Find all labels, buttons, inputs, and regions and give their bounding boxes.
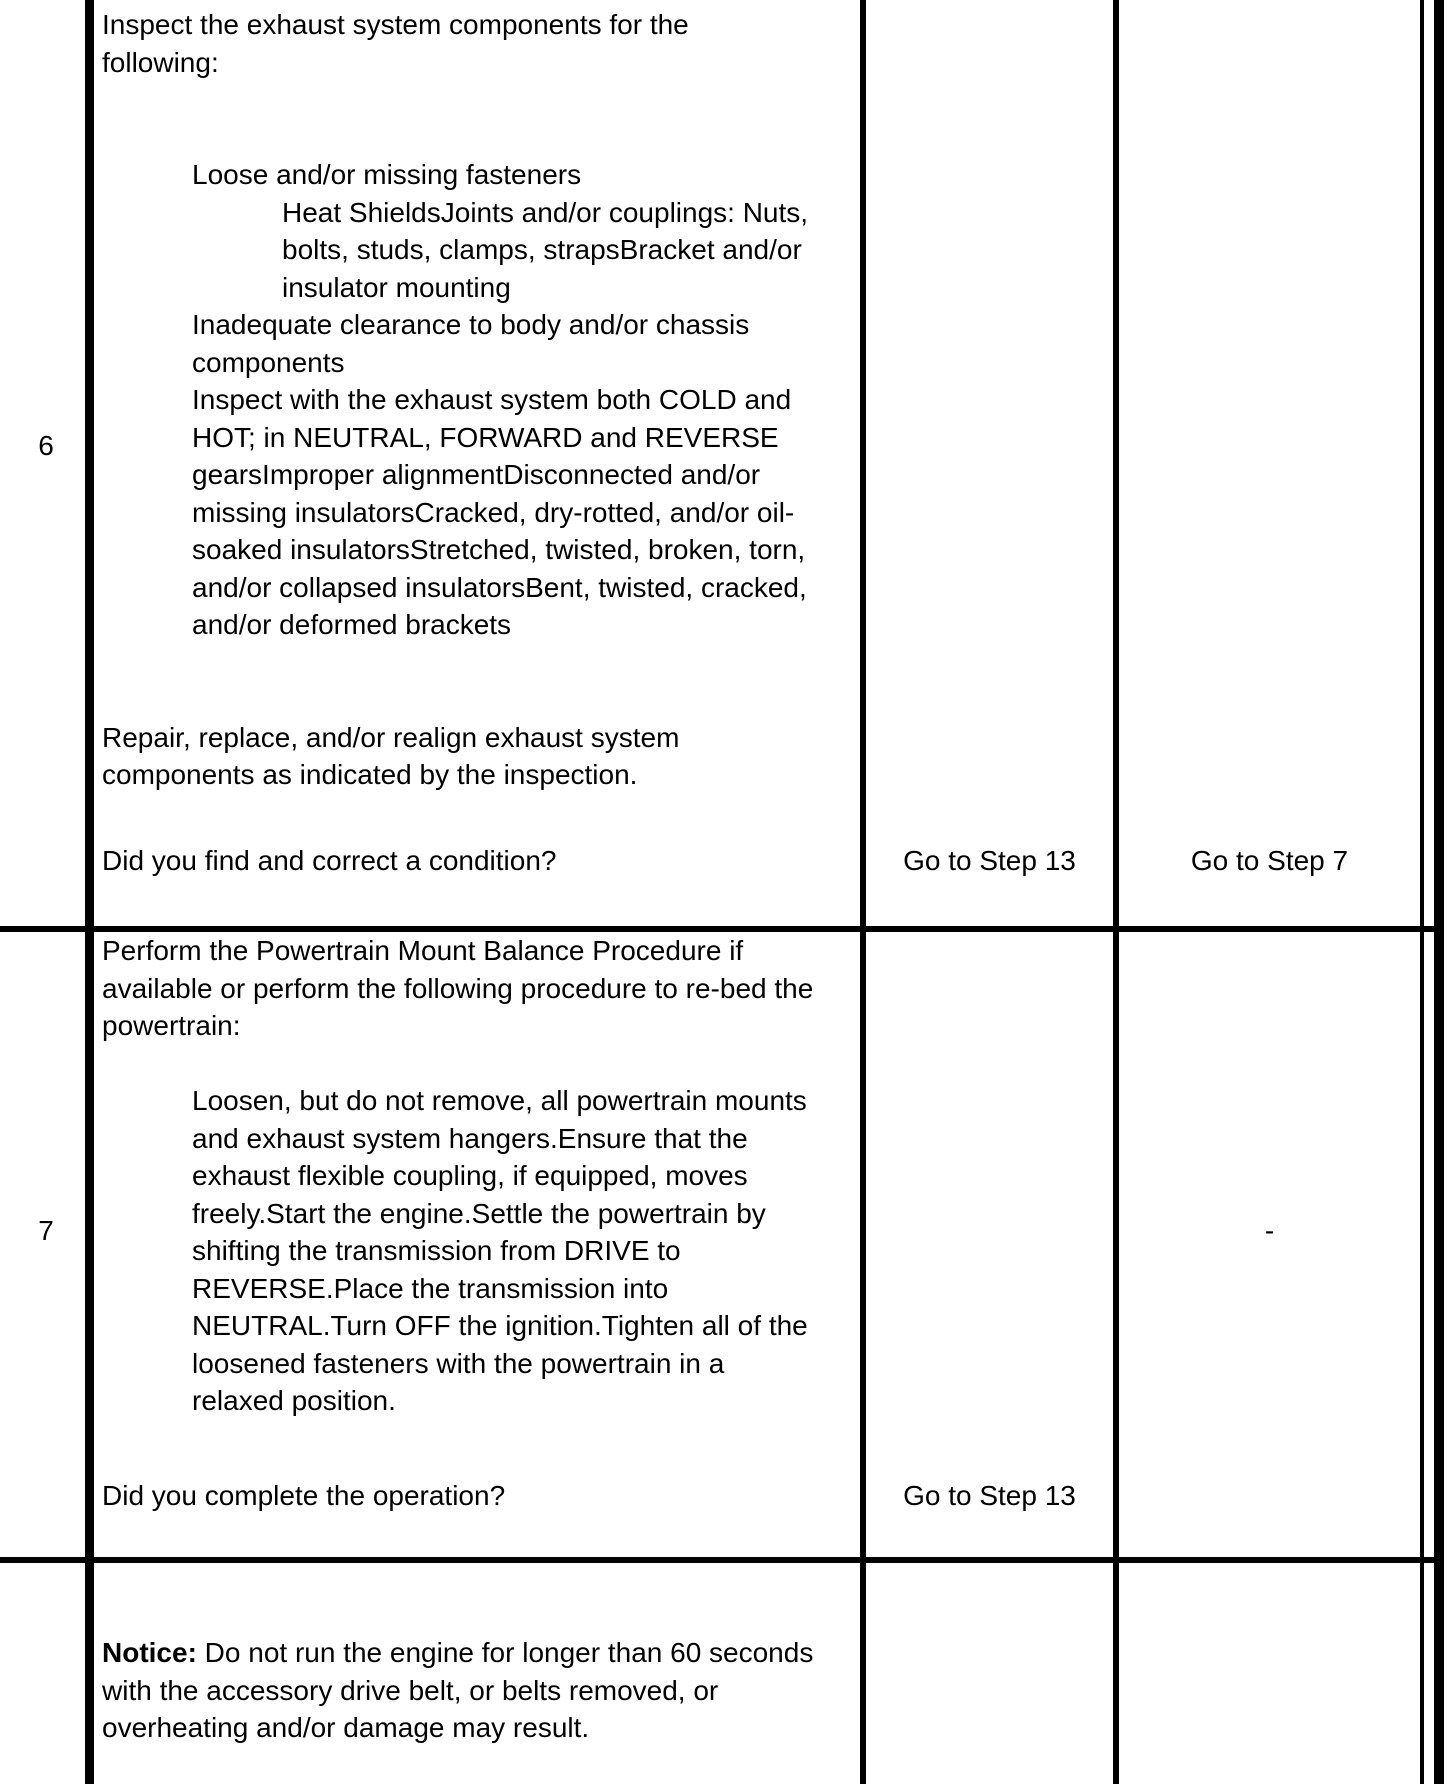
table-border-left-col [85, 0, 94, 1784]
step-question: Did you complete the operation? [102, 1480, 506, 1511]
repair-instruction: Repair, replace, and/or realign exhaust system components as indicated by the inspection. [102, 721, 680, 790]
notice-text: Do not run the engine for longer than 60 seconds with the accessory drive belt, or belts removed, or overheating and/or damage may result. [102, 1637, 814, 1743]
notice-block [102, 1634, 842, 1747]
inspection-subitem: Heat ShieldsJoints and/or couplings: Nuts, bolts, studs, clamps, strapsBracket and/or insulator mounting [282, 196, 809, 303]
step-intro: Perform the Powertrain Mount Balance Procedure if available or perform the following procedure to re-bed the powertrain: [102, 935, 814, 1041]
yes-result: Go to Step 13 [903, 845, 1076, 876]
table-border-right-outer [1434, 0, 1444, 1784]
step-question: Did you find and correct a condition? [102, 845, 557, 876]
no-result: - [1264, 1215, 1275, 1246]
notice-label: Notice: [102, 1637, 197, 1668]
step-number: 7 [38, 1215, 54, 1246]
step-6-description [102, 6, 852, 906]
step-number: 6 [38, 430, 54, 461]
table-border-right-inner [1420, 0, 1424, 1784]
row-divider-7-8 [0, 1557, 1435, 1563]
step-intro: Inspect the exhaust system components for the following: [102, 9, 689, 78]
step-7-description [102, 932, 852, 1511]
yes-result: Go to Step 13 [903, 1480, 1076, 1511]
table-border-mid2 [1113, 0, 1119, 1784]
inspection-item: Inadequate clearance to body and/or chassis components [192, 309, 750, 378]
inspection-item: Loose and/or missing fasteners [192, 159, 582, 190]
inspection-item: Inspect with the exhaust system both COLD and HOT; in NEUTRAL, FORWARD and REVERSE gearsImproper alignmentDisconnected and/or missing insulatorsCracked, dry-rotted, and/or oil-soaked insulatorsStretched, twisted, broken, torn, and/or collapsed insulatorsBent, twisted, cracked, and/or deformed brackets [192, 384, 807, 640]
notice-text-paragraph [102, 1634, 842, 1747]
procedure-text: Loosen, but do not remove, all powertrain mounts and exhaust system hangers.Ensure that the exhaust flexible coupling, if equipped, moves freely.Start the engine.Settle the powertrain by shifting the transmission from DRIVE to REVERSE.Place the transmission into NEUTRAL.Turn OFF the ignition.Tighten all of the loosened fasteners with the powertrain in a relaxed position. [192, 1085, 808, 1416]
no-result: Go to Step 7 [1190, 845, 1349, 876]
